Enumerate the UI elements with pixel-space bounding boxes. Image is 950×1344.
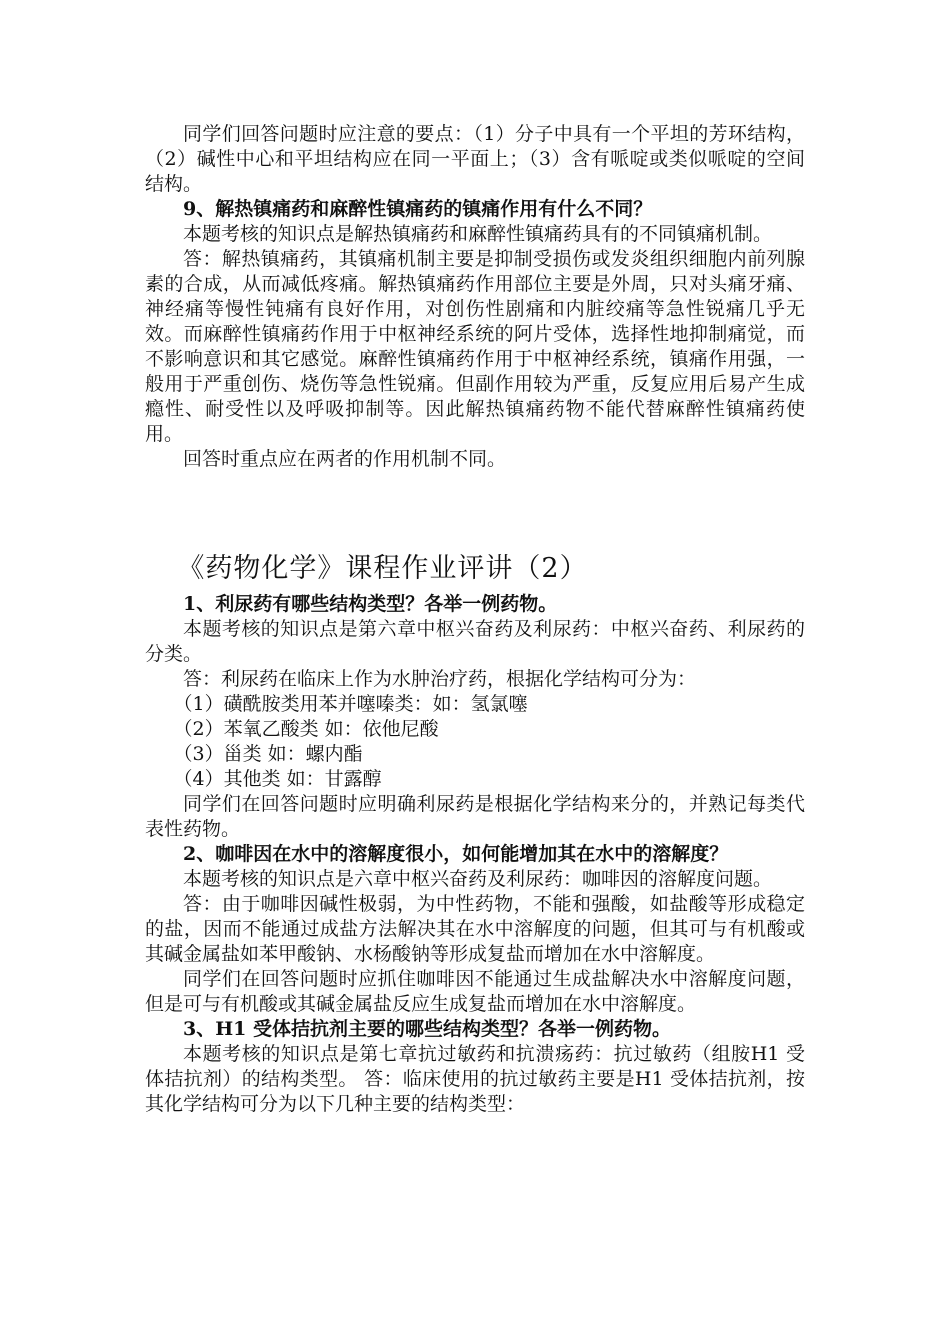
list-item: （2）苯氧乙酸类 如：依他尼酸 (173, 718, 439, 740)
question-3-heading: 3、H1 受体拮抗剂主要的哪些结构类型？各举一例药物。 (183, 1018, 672, 1040)
paragraph-answer-points: 同学们回答问题时应注意的要点：（1）分子中具有一个平坦的芳环结构，（2）碱性中心和平坦结构应在同一平面上；（3）含有哌啶或类似哌啶的空间结构。 (145, 123, 805, 195)
paragraph-q9-answer: 答：解热镇痛药，其镇痛机制主要是抑制受损伤或发炎组织细胞内前列腺素的合成，从而减低疼痛。解热镇痛药作用部位主要是外周，只对头痛牙痛、神经痛等慢性钝痛有良好作用，对创伤性剧痛和内脏绞痛等急性锐痛几乎无效。而麻醉性镇痛药作用于中枢神经系统的阿片受体，选择性地抑制痛觉，而不影响意识和其它感觉。麻醉性镇痛药作用于中枢神经系统，镇痛作用强，一般用于严重创伤、烧伤等急性锐痛。但副作用较为严重，反复应用后易产生成瘾性、耐受性以及呼吸抑制等。因此解热镇痛药物不能代替麻醉性镇痛药使用。 (145, 248, 805, 445)
paragraph-q1-note: 同学们在回答问题时应明确利尿药是根据化学结构来分的，并熟记每类代表性药物。 (145, 793, 805, 840)
list-item: （1）磺酰胺类用苯并噻嗪类：如：氢氯噻 (173, 693, 528, 715)
question-1-heading: 1、利尿药有哪些结构类型？各举一例药物。 (183, 593, 558, 615)
paragraph-q2-knowledge: 本题考核的知识点是六章中枢兴奋药及利尿药：咖啡因的溶解度问题。 (183, 868, 773, 890)
paragraph-q9-note: 回答时重点应在两者的作用机制不同。 (183, 448, 507, 470)
paragraph-q2-note: 同学们在回答问题时应抓住咖啡因不能通过生成盐解决水中溶解度问题，但是可与有机酸或其碱金属盐反应生成复盐而增加在水中溶解度。 (145, 968, 805, 1015)
list-item: （3）甾类 如：螺内酯 (173, 743, 363, 765)
paragraph-q2-answer: 答：由于咖啡因碱性极弱，为中性药物，不能和强酸，如盐酸等形成稳定的盐，因而不能通过成盐方法解决其在水中溶解度的问题，但其可与有机酸或其碱金属盐如苯甲酸钠、水杨酸钠等形成复盐而增加在水中溶解度。 (145, 893, 805, 965)
section-homework-2 (145, 552, 805, 1117)
document-body (145, 122, 805, 1117)
paragraph-q1-knowledge: 本题考核的知识点是第六章中枢兴奋药及利尿药：中枢兴奋药、利尿药的分类。 (145, 618, 805, 665)
list-item: （4）其他类 如：甘露醇 (173, 768, 382, 790)
section-title: 《药物化学》课程作业评讲（2） (177, 553, 588, 584)
paragraph-q9-knowledge: 本题考核的知识点是解热镇痛药和麻醉性镇痛药具有的不同镇痛机制。 (183, 223, 773, 245)
question-2-heading: 2、咖啡因在水中的溶解度很小，如何能增加其在水中的溶解度？ (183, 843, 729, 865)
paragraph-q3-knowledge: 本题考核的知识点是第七章抗过敏药和抗溃疡药：抗过敏药（组胺H1 受体拮抗剂）的结构类型。 答：临床使用的抗过敏药主要是H1 受体拮抗剂，按其化学结构可分为以下几种主要的结构类型： (145, 1043, 805, 1115)
diuretic-type-list (145, 692, 805, 792)
paragraph-q1-answer: 答：利尿药在临床上作为水肿治疗药，根据化学结构可分为： (183, 668, 697, 690)
question-9-heading: 9、解热镇痛药和麻醉性镇痛药的镇痛作用有什么不同？ (183, 198, 653, 220)
